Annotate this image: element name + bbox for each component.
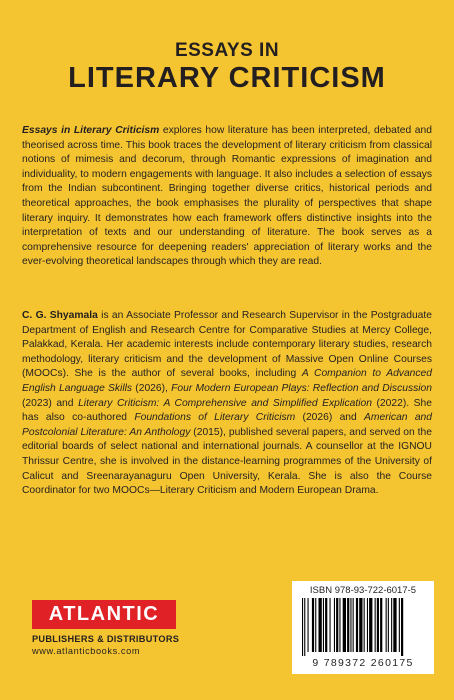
publisher-name: ATLANTIC (32, 600, 176, 629)
bio-text-4: (2022). She has also co-authored (22, 397, 433, 424)
book-description (22, 124, 432, 270)
barcode-area (292, 581, 434, 674)
publisher-url: www.atlanticbooks.com (32, 646, 141, 656)
bio-book-4: Foundations of Literary Criticism (134, 412, 296, 424)
barcode-icon (300, 598, 426, 656)
bio-book-2: Four Modern European Plays: Reflection and Discussion (171, 382, 432, 394)
bio-book-3: Literary Criticism: A Comprehensive and Simplified Explication (78, 397, 372, 409)
publisher-subtitle: PUBLISHERS & DISTRIBUTORS (32, 634, 180, 644)
bio-book-1: A Companion to Advanced English Language Skills (22, 368, 433, 394)
author-name: C. G. Shyamala (22, 310, 98, 321)
publisher-logo (32, 600, 184, 656)
bio-book-5: American and Postcolonial Literature: An Anthology (22, 412, 433, 438)
bio-text-5: (2026) and (295, 412, 365, 424)
title-line-1: ESSAYS IN (174, 40, 280, 61)
bio-text-3: (2023) and (22, 397, 79, 409)
barcode-number: 9 789372 260175 (312, 657, 414, 669)
description-text: explores how literature has been interpreted, debated and theorised across time. This book traces the development of literary criticism from classical notions of mimesis and decorum, through Romantic expressions of imagination and individuality, to modern engagements with language. It also includes a selection of essays from the Indian subcontinent. Bringing together diverse critics, historical periods and theoretical approaches, the book emphasises the plurality of perspectives that shape literary inquiry. It demonstrates how each framework offers distinctive insights into the interpretation of texts and our understanding of literature. The book serves as a comprehensive resource for deepening readers' appreciation of literary works and the ever-evolving theoretical landscapes through which they are read. (22, 125, 432, 268)
author-bio (22, 309, 432, 499)
bio-text-1: is an Associate Professor and Research Supervisor in the Postgraduate Department of English and Research Centre for Comparative Studies at Mercy College, Palakkad, Kerala. Her academic interests include contemporary literary studies, research methodology, literary criticism and the development of Massive Open Online Courses (MOOCs). She is the author of several books, including (22, 310, 432, 380)
bio-text-6: (2015), published several papers, and served on the editorial boards of select national and international journals. A counsellor at the IGNOU Thrissur Centre, she is involved in the distance-learning programmes of the University of Calicut and Sreenarayanaguru Open University, Kerala. She is also the Course Coordinator for two MOOCs—Literary Criticism and Modern European Drama. (22, 426, 432, 497)
title-line-2: LITERARY CRITICISM (68, 62, 386, 94)
bio-text-2: (2026), (132, 382, 172, 394)
description-book-title: Essays in Literary Criticism (22, 125, 160, 136)
isbn-label: ISBN 978-93-722-6017-5 (309, 585, 417, 596)
